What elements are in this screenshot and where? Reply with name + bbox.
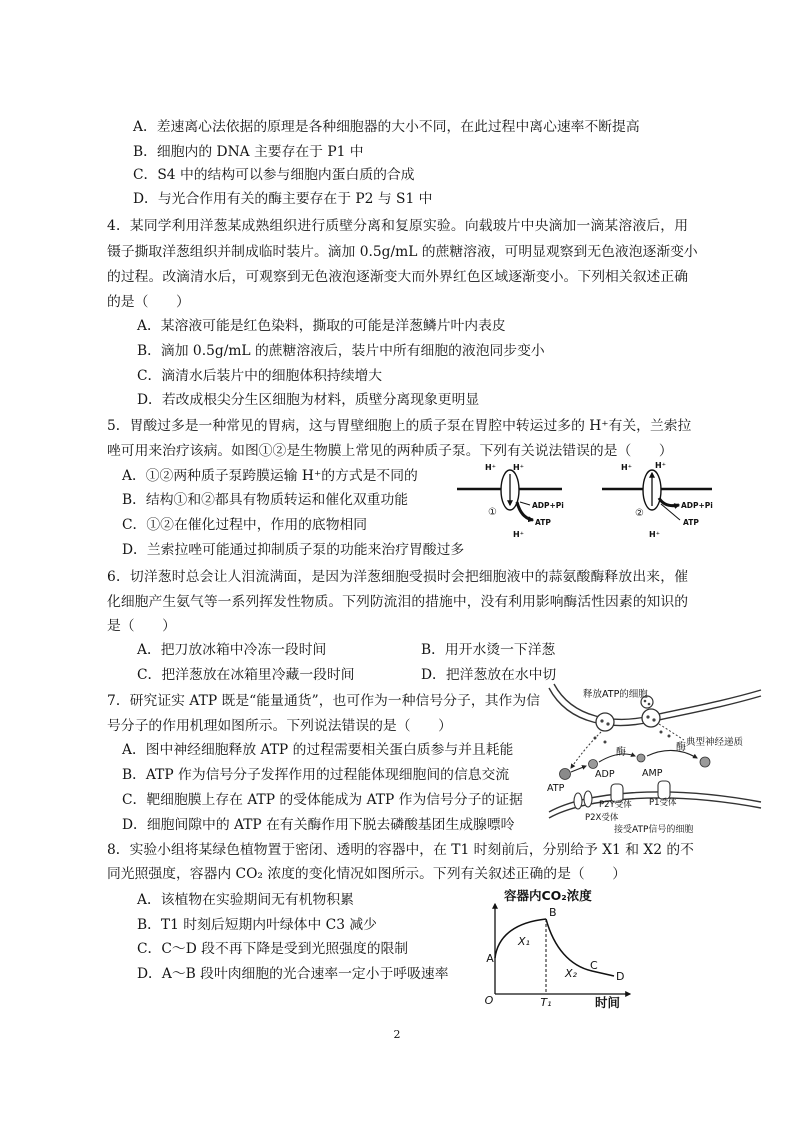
question-7-option-b: B．ATP 作为信号分子发挥作用的过程能体现细胞间的信息交流 (122, 767, 510, 783)
question-4-stem-line: 的过程。改滴清水后，可观察到无色液泡逐渐变大而外界红色区域逐渐变小。下列相关叙述正确 (107, 269, 688, 285)
question-4-option-b: B．滴加 0.5g/mL 的蔗糖溶液后，装片中所有细胞的液泡同步变小 (137, 343, 545, 359)
reaction-pointer (520, 502, 530, 505)
question-5-option-c: C．①②在催化过程中，作用的底物相同 (122, 517, 368, 533)
question-6-option-d: D．把洋葱放在水中切 (421, 667, 557, 683)
p2x-receptor-right (584, 791, 592, 807)
h-ion-label: H⁺ (621, 463, 632, 472)
fusing-vesicle (596, 713, 614, 731)
question-7-option-c: C．靶细胞膜上存在 ATP 的受体能成为 ATP 作为信号分子的证据 (122, 792, 523, 808)
vesicle-content-dot (606, 722, 609, 725)
question-8-option-d: D．A～B 段叶肉细胞的光合速率一定小于呼吸速率 (137, 966, 449, 982)
curve-x2-segment (546, 919, 614, 976)
question-8-stem-line: 同光照强度，容器内 CO₂ 浓度的变化情况如图所示。下列有关叙述正确的是（ ） (107, 866, 627, 882)
atp-label: ATP (683, 518, 699, 527)
question-4-stem-line: 4．某同学利用洋葱某成熟组织进行质壁分离和复原实验。向载玻片中央滴加一滴某溶液后，用 (107, 218, 688, 234)
question-6-option-a: A．把刀放冰箱中冷冻一段时间 (137, 642, 327, 658)
enzyme-label: 酶 (676, 742, 686, 753)
releasing-cell-label: 释放ATP的细胞 (583, 689, 648, 700)
p2x-receptor-label: P2X受体 (585, 813, 619, 823)
enzyme-label: 酶 (616, 747, 626, 758)
x2-label: X₂ (565, 967, 577, 980)
binding-arrow (571, 766, 586, 772)
question-6-stem-line: 6．切洋葱时总会让人泪流满面，是因为洋葱细胞受损时会把细胞液中的蒜氨酸酶释放出来，催 (107, 569, 688, 585)
question-6-option-c: C．把洋葱放在冰箱里冷藏一段时间 (137, 667, 355, 683)
question-8-option-b: B．T1 时刻后短期内叶绿体中 C3 减少 (137, 917, 377, 933)
question-6-stem-line: 是（ ） (107, 618, 176, 634)
reaction-arrow (517, 502, 533, 520)
h-ion-label: H⁺ (649, 530, 660, 539)
question-7-stem-line: 7．研究证实 ATP 既是“能量通货”，也可作为一种信号分子，其作为信 (107, 693, 540, 709)
enzyme-2-arrow (647, 750, 697, 758)
x-axis-label: 时间 (595, 995, 621, 1010)
question-5-option-d: D．兰索拉唑可能通过抑制质子泵的功能来治疗胃酸过多 (122, 542, 465, 558)
question-5-option-b: B．结构①和②都具有物质转运和催化双重功能 (122, 492, 409, 508)
fusing-vesicle (642, 709, 660, 727)
question-6-stem-line: 化细胞产生氨气等一系列挥发性物质。下列防流泪的措施中，没有利用影响酶活性因素的知识的 (107, 594, 688, 610)
point-d-label: D (616, 970, 625, 983)
p2y-receptor-label: P2Y受体 (599, 800, 632, 810)
question-5-stem-line: 唑可用来治疗该病。如图①②是生物膜上常见的两种质子泵。下列有关说法错误的是（ ） (107, 443, 673, 459)
vesicle-content-dot (652, 718, 655, 721)
pump-number-label: ① (488, 507, 497, 518)
vesicle-content-dot (600, 719, 603, 722)
p1-receptor (658, 781, 670, 799)
receiving-cell-label: 接受ATP信号的细胞 (614, 825, 694, 835)
vesicle-content-dot (644, 700, 647, 703)
point-c-label: C (590, 959, 598, 972)
pump-number-label: ② (635, 508, 644, 519)
t1-label: T₁ (540, 996, 552, 1009)
amp-product-molecule (700, 757, 710, 767)
neurotransmitter-pointer (659, 724, 684, 740)
adp-molecule (637, 754, 645, 762)
point-b-label: B (549, 906, 557, 919)
question-4-option-c: C．滴清水后装片中的细胞体积持续增大 (137, 368, 383, 384)
h-ion-label: H⁺ (485, 463, 496, 472)
h-ion-label: H⁺ (655, 461, 666, 470)
prior-option-c: C．S4 中的结构可以参与细胞内蛋白质的合成 (133, 167, 415, 183)
adp-pi-label: ADP+Pi (681, 501, 713, 510)
released-molecule (604, 741, 607, 744)
question-4-stem-line: 镊子撕取洋葱组织并制成临时装片。滴加 0.5g/mL 的蔗糖溶液，可明显观察到无色液泡逐渐变小 (107, 244, 698, 260)
neurotransmitter-label: 典型神经递质 (686, 737, 744, 748)
question-4-option-d: D．若改成根尖分生区细胞为材料，质壁分离现象更明显 (137, 392, 480, 408)
origin-label: O (484, 994, 494, 1007)
question-5-stem-line: 5．胃酸过多是一种常见的胃病，这与胃壁细胞上的质子泵在胃腔中转运过多的 H⁺有关，兰索拉 (107, 418, 692, 434)
question-5-option-a: A．①②两种质子泵跨膜运输 H⁺的方式是不同的 (122, 468, 418, 484)
atp-label: ATP (547, 783, 565, 794)
atp-signaling-diagram (545, 684, 765, 836)
released-molecule (660, 731, 663, 734)
y-axis-label: 容器内CO₂浓度 (504, 888, 592, 903)
atp-molecule (560, 769, 571, 780)
vesicle-content-dot (648, 703, 651, 706)
h-ion-label: H⁺ (513, 463, 524, 472)
point-a-label: A (486, 952, 494, 965)
question-7-option-a: A．图中神经细胞释放 ATP 的过程需要相关蛋白质参与并且耗能 (122, 742, 514, 758)
atp-molecule (589, 760, 598, 769)
proton-pump-2-diagram (595, 458, 717, 544)
adp-pi-label: ADP+Pi (532, 501, 564, 510)
question-7-stem-line: 号分子的作用机理如图所示。下列说法错误的是（ ） (107, 718, 452, 734)
question-8-option-c: C．C～D 段不再下降是受到光照强度的限制 (137, 941, 409, 957)
released-molecule (668, 735, 671, 738)
prior-option-b: B．细胞内的 DNA 主要存在于 P1 中 (133, 144, 364, 160)
page-number: 2 (393, 1028, 401, 1041)
question-7-option-d: D．细胞间隙中的 ATP 在有关酶作用下脱去磷酸基团生成腺嘌呤 (122, 817, 515, 833)
question-6-option-b: B．用开水烫一下洋葱 (421, 642, 556, 658)
p1-receptor-label: P1受体 (649, 798, 677, 808)
question-8-option-a: A．该植物在实验期间无有机物积累 (137, 892, 354, 908)
h-ion-label: H⁺ (513, 530, 524, 539)
vesicle-content-dot (646, 715, 649, 718)
question-8-stem-line: 8．实验小组将某绿色植物置于密闭、透明的容器中，在 T1 时刻前后，分别给予 X1 和 X2 的不 (107, 842, 694, 858)
x1-label: X₁ (518, 935, 530, 948)
co2-concentration-graph (480, 886, 636, 1010)
proton-pump-1-diagram (450, 458, 570, 544)
question-4-option-a: A．某溶液可能是红色染料，撕取的可能是洋葱鳞片叶内表皮 (137, 318, 506, 334)
p2x-receptor-left (574, 793, 582, 809)
adp-label: ADP (595, 769, 615, 780)
prior-option-a: A．差速离心法依据的原理是各种细胞器的大小不同，在此过程中离心速率不断提高 (133, 119, 640, 135)
question-4-stem-line: 的是（ ） (107, 294, 190, 310)
atp-label: ATP (535, 518, 551, 527)
prior-option-d: D．与光合作用有关的酶主要存在于 P2 与 S1 中 (133, 191, 433, 207)
amp-label: AMP (642, 768, 663, 779)
